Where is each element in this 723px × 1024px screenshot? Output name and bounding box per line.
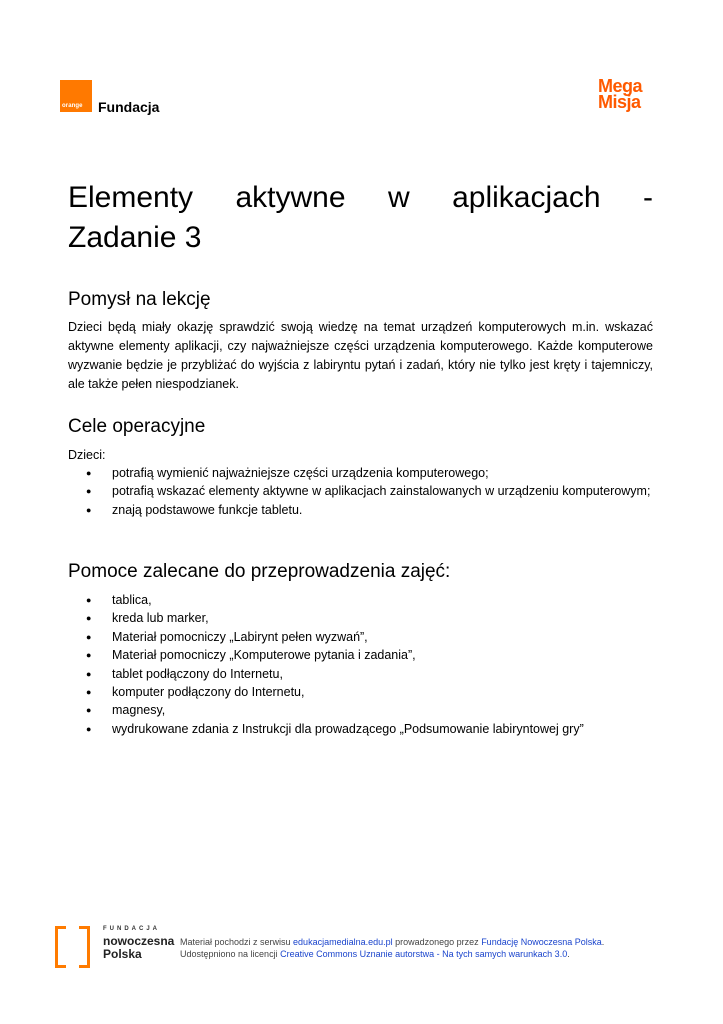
link-edukacjamedialna[interactable]: edukacjamedialna.edu.pl	[293, 937, 393, 947]
logo-bracket-right	[79, 926, 90, 968]
list-item: ● komputer podłączony do Internetu,	[86, 683, 653, 701]
title-word: aplikacjach	[452, 181, 601, 214]
cele-intro: Dzieci:	[68, 448, 106, 462]
page-title	[68, 178, 653, 258]
orange-logo-text: orange	[62, 103, 83, 109]
footer-line1	[180, 936, 660, 948]
footer-text-part: .	[601, 937, 605, 947]
list-item: ● wydrukowane zdania z Instrukcji dla prowadzącego „Podsumowanie labiryntowej gry”	[86, 720, 653, 738]
heading-cele: Cele operacyjne	[68, 416, 206, 437]
list-item: ● znają podstawowe funkcje tabletu.	[86, 501, 653, 519]
footer-text-part: Udostępniono na licencji	[180, 949, 281, 959]
title-word: -	[642, 181, 653, 214]
title-word: Elementy	[68, 181, 194, 214]
title-line1	[68, 178, 653, 218]
pomoce-list	[86, 591, 653, 738]
title-word: w	[388, 181, 410, 214]
list-item: ● potrafią wskazać elementy aktywne w aplikacjach zainstalowanych w urządzeniu komputerowym;	[86, 482, 653, 500]
list-item: ● kreda lub marker,	[86, 609, 653, 627]
logo-name-line1: nowoczesna	[103, 934, 175, 948]
footer-text-part: Materiał pochodzi z serwisu	[180, 937, 294, 947]
megamisja-line2: Misja	[598, 92, 641, 112]
footer-line2	[180, 948, 660, 960]
list-item: ● tablet podłączony do Internetu,	[86, 665, 653, 683]
link-fundacja[interactable]: Fundację Nowoczesna Polska	[481, 937, 602, 947]
list-item: ● Materiał pomocniczy „Labirynt pełen wyzwań”,	[86, 628, 653, 646]
link-license[interactable]: Creative Commons Uznanie autorstwa - Na tych samych warunkach 3.0	[280, 949, 568, 959]
list-item: ● Materiał pomocniczy „Komputerowe pytania i zadania”,	[86, 646, 653, 664]
logo-fundacja-label: FUNDACJA	[103, 926, 160, 932]
nowoczesna-polska-logo	[55, 926, 175, 966]
footer-license	[180, 936, 660, 960]
list-item: ● potrafią wymienić najważniejsze części urządzenia komputerowego;	[86, 464, 653, 482]
heading-pomysl: Pomysł na lekcję	[68, 289, 211, 310]
intro-paragraph: Dzieci będą miały okazję sprawdzić swoją wiedzę na temat urządzeń komputerowych m.in. wskazać aktywne elementy aplikacji, czy najważniejsze części urządzenia komputerowego. Każde komputerowe wyzwanie będzie je przybliżać do wyjścia z labiryntu pytań i zadań, który nie tylko jest kręty i tajemniczy, ale także pełen niespodzianek.	[68, 320, 653, 391]
list-item: ● tablica,	[86, 591, 653, 609]
logo-name	[103, 935, 174, 961]
fundacja-label: Fundacja	[98, 99, 160, 115]
footer-text-part: prowadzonego przez	[392, 937, 482, 947]
footer-text-part: .	[567, 949, 570, 959]
title-line2: Zadanie 3	[68, 221, 202, 254]
logo-bracket-left	[55, 926, 66, 968]
logo-name-line2: Polska	[103, 947, 142, 961]
cele-list	[86, 464, 653, 519]
megamisja-line1: Mega	[598, 76, 643, 96]
megamisja-logo	[598, 78, 658, 110]
list-item: ● magnesy,	[86, 701, 653, 719]
heading-pomoce: Pomoce zalecane do przeprowadzenia zajęć:	[68, 561, 451, 582]
title-word: aktywne	[235, 181, 346, 214]
orange-logo-square	[60, 80, 92, 112]
